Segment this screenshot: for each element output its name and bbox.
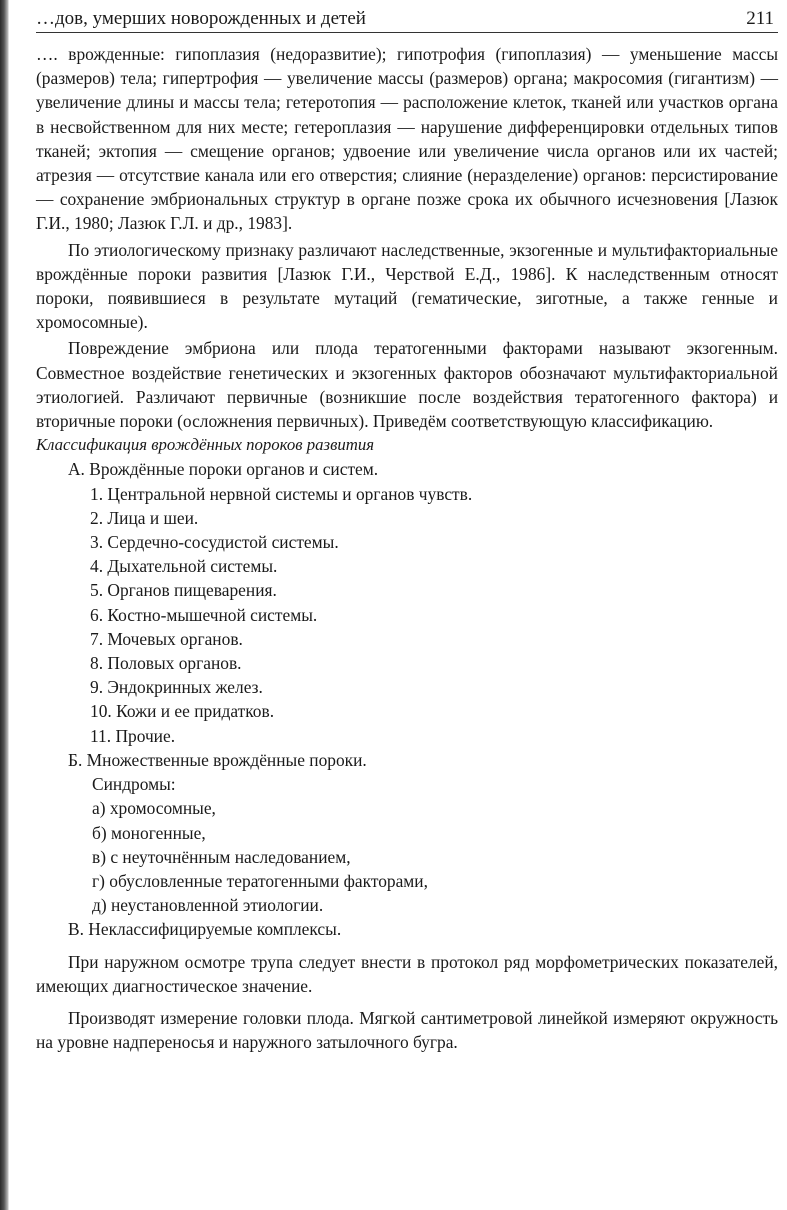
list-item: 3. Сердечно-сосудистой системы.	[90, 532, 339, 553]
paragraph-exogenous: Повреждение эмбриона или плода тератогенными факторами называют экзогенным. Совместное воздействие генетических и экзогенных факторов обозначают мультифакториальной этиологией. Различают первичные (возникшие после воздействия тератогенного фактора) и вторичные пороки (осложнения первичных). Приведём соответствующую классификацию.	[36, 338, 778, 432]
syndromes-label: Синдромы:	[92, 774, 176, 795]
list-item: б) моногенные,	[92, 822, 206, 843]
list-item: г) обусловленные тератогенными факторами,	[92, 870, 428, 891]
section-a-list	[36, 482, 778, 748]
list-item: 6. Костно-мышечной системы.	[90, 604, 318, 625]
page-header	[36, 6, 778, 33]
list-item: 4. Дыхательной системы.	[90, 556, 278, 577]
classification-caption: Классификация врождённых пороков развития	[36, 435, 375, 455]
list-item: 9. Эндокринных желез.	[90, 677, 263, 698]
scan-spine-shadow	[0, 0, 9, 1210]
list-item: 1. Центральной нервной системы и органов чувств.	[90, 483, 473, 504]
syndromes-list	[36, 796, 778, 917]
list-item: 5. Органов пищеварения.	[90, 580, 277, 601]
page-body	[36, 42, 778, 1054]
section-a-heading: А. Врождённые пороки органов и систем.	[68, 459, 379, 480]
paragraph-head-measurement: Производят измерение головки плода. Мягкой сантиметровой линейкой измеряют окружность на уровне надпереносья и наружного затылочного бугра.	[36, 1007, 778, 1053]
list-item: в) с неуточнённым наследованием,	[92, 846, 351, 867]
list-item: д) неустановленной этиологии.	[92, 895, 324, 916]
list-item: 7. Мочевых органов.	[90, 628, 243, 649]
paragraph-terms: …. врожденные: гипоплазия (недоразвитие); гипотрофия (гипоплазия) — уменьшение массы (размеров) тела; гипертрофия — увеличение массы (размеров) органа; макросомия (гигантизм) — увеличение длины и массы тела; гетеротопия — расположение клеток, тканей или участков органа в несвойственном для них месте; гетероплазия — нарушение дифференцировки отдельных типов тканей; эктопия — смещение органов; удвоение или увеличение числа органов или их частей; атрезия — отсутствие канала или его отверстия; слияние (неразделение) органов: персистирование — сохранение эмбриональных структур в органе позже срока их обычного исчезновения [Лазюк Г.И., 1980; Лазюк Г.Л. и др., 1983].	[36, 44, 778, 234]
section-b-heading: Б. Множественные врождённые пороки.	[68, 749, 367, 770]
list-item: 2. Лица и шеи.	[90, 507, 199, 528]
list-item: 10. Кожи и ее придатков.	[90, 701, 275, 722]
list-item: а) хромосомные,	[92, 798, 216, 819]
paragraph-external-exam: При наружном осмотре трупа следует внести в протокол ряд морфометрических показателей, имеющих диагностическое значение.	[36, 951, 778, 996]
section-c-heading: В. Неклассифицируемые комплексы.	[68, 919, 342, 940]
page-number: 211	[746, 8, 774, 29]
list-item: 8. Половых органов.	[90, 653, 242, 674]
paragraph-etiology: По этиологическому признаку различают наследственные, экзогенные и мультифакториальные врождённые пороки развития [Лазюк Г.И., Черствой Е.Д., 1986]. К наследственным относят пороки, появившиеся в результате мутаций (гематические, зиготные, а также генные и хромосомные).	[36, 239, 778, 333]
list-item: 11. Прочие.	[90, 725, 176, 746]
running-title: …дов, умерших новорожденных и детей	[36, 8, 366, 29]
